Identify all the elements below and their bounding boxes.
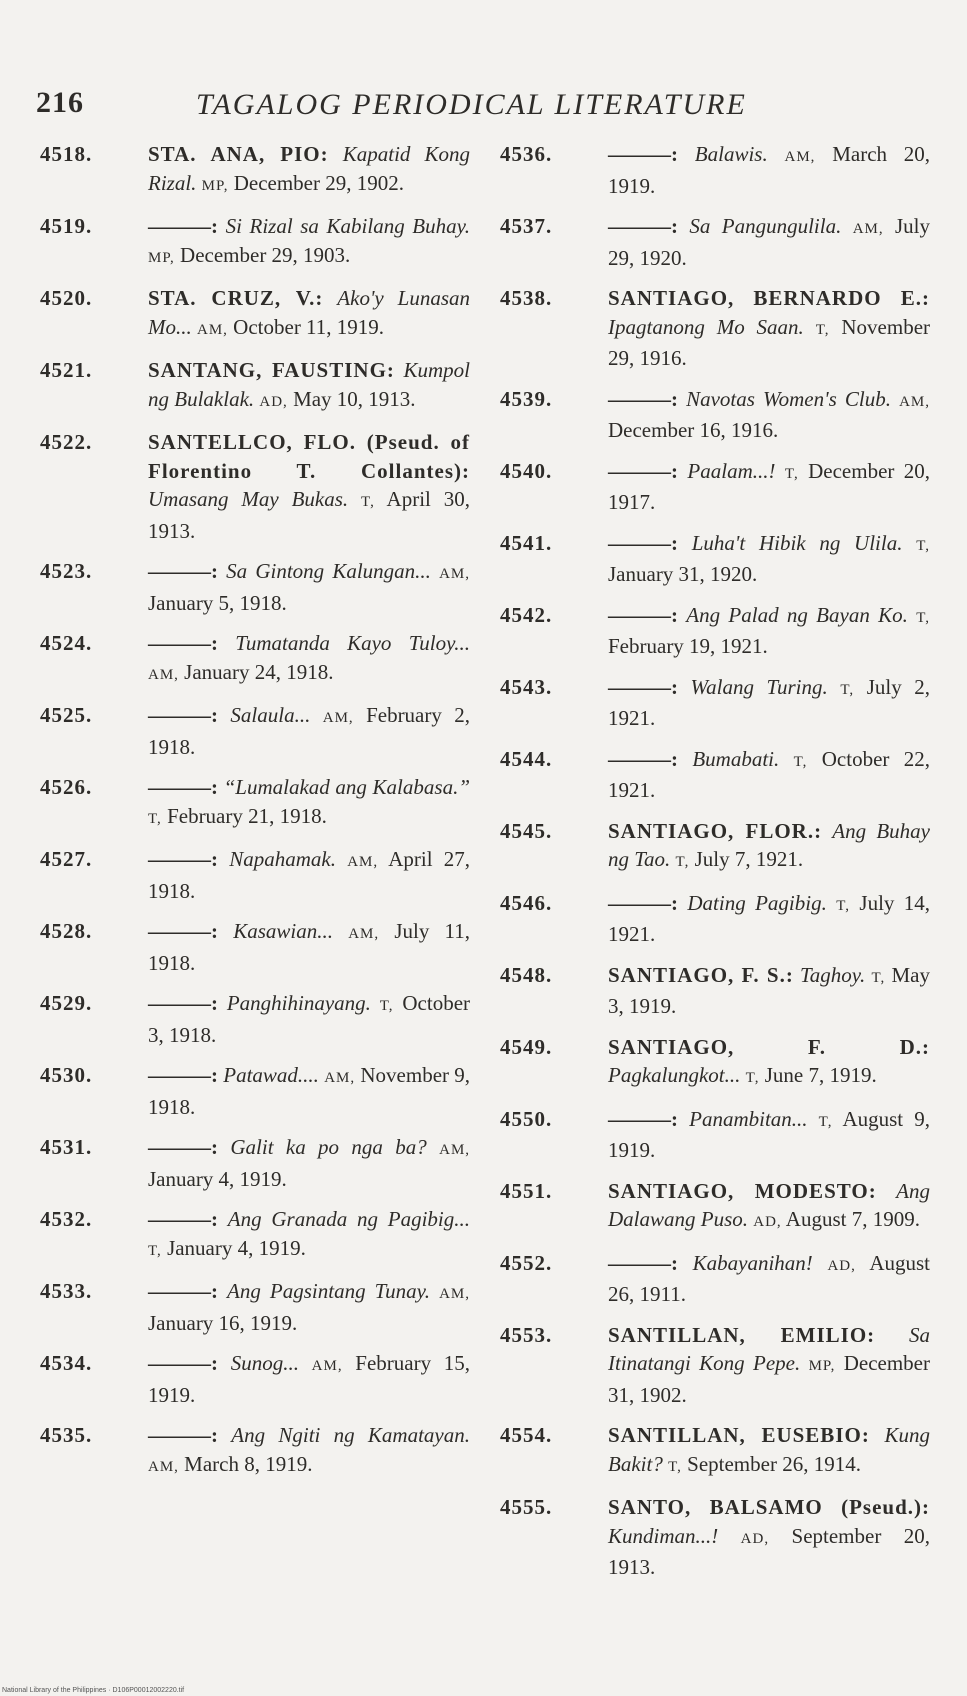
- entry-title: Napahamak.: [229, 847, 336, 871]
- entry-title: Ang Pagsintang Tunay.: [227, 1279, 431, 1303]
- entry-author: ———:: [608, 214, 678, 238]
- entry-date: June 7, 1919.: [764, 1063, 877, 1087]
- bibliography-entry: [500, 1321, 930, 1410]
- entry-title: Ang Buhay ng Tao.: [608, 818, 930, 871]
- entry-author: ———:: [608, 142, 678, 166]
- entry-author: ———:: [148, 1423, 218, 1447]
- entry-title: Dating Pagibig.: [687, 890, 827, 915]
- entry-date: February 21, 1918.: [167, 803, 327, 828]
- entry-title: Bumabati.: [692, 746, 780, 771]
- entry-source: AM,: [311, 1358, 343, 1374]
- entry-number: 4523.: [40, 559, 93, 583]
- entry-number: 4532.: [40, 1207, 93, 1231]
- entry-date: April 27, 1918.: [148, 847, 471, 903]
- bibliography-entry: [500, 817, 930, 877]
- entry-source: AM,: [784, 149, 816, 165]
- entry-title: Taghoy.: [800, 962, 866, 987]
- entry-title: Sunog...: [230, 1351, 299, 1375]
- entry-number: 4540.: [500, 458, 553, 483]
- entry-source: T,: [148, 810, 162, 827]
- entry-date: December 29, 1902.: [233, 170, 404, 195]
- entry-source: T,: [745, 1070, 760, 1086]
- entry-author: ———:: [148, 847, 218, 871]
- entry-title: Paalam...!: [687, 458, 776, 483]
- entry-author: ———:: [148, 775, 218, 799]
- entry-date: July 2, 1921.: [608, 674, 930, 730]
- entry-title: “Lumalakad ang Kalabasa.”: [223, 775, 470, 799]
- entry-author: SANTIAGO, BERNARDO E.:: [608, 286, 930, 310]
- entry-title: Pagkalungkot...: [608, 1063, 741, 1087]
- entry-title: Sa Itinatangi Kong Pepe.: [608, 1322, 931, 1375]
- entry-author: ———:: [148, 1351, 218, 1375]
- entry-date: August 9, 1919.: [608, 1106, 930, 1162]
- bibliography-entry: [40, 1421, 470, 1481]
- entry-author: ———:: [608, 1106, 678, 1131]
- entry-title: Salaula...: [230, 703, 311, 727]
- bibliography-entry: [500, 212, 930, 272]
- entry-number: 4538.: [500, 286, 553, 310]
- entry-number: 4539.: [500, 386, 553, 411]
- entry-author: ———:: [608, 674, 678, 699]
- entry-date: November 9, 1918.: [148, 1063, 471, 1119]
- entry-source: T,: [916, 537, 930, 554]
- bibliography-entry: [40, 701, 470, 761]
- entry-source: T,: [818, 1113, 833, 1130]
- entry-author: SANTIAGO, MODESTO:: [608, 1178, 877, 1203]
- entry-title: Kumpol ng Bulaklak.: [148, 358, 470, 411]
- entry-author: SANTO, BALSAMO (Pseud.):: [608, 1495, 930, 1519]
- bibliography-entry: [500, 1493, 930, 1582]
- entry-date: March 8, 1919.: [184, 1451, 313, 1476]
- right-column: [500, 140, 930, 1594]
- entry-source: T,: [916, 609, 930, 626]
- entry-author: ———:: [148, 703, 218, 727]
- entry-author: ———:: [148, 631, 218, 655]
- entry-author: ———:: [148, 1279, 218, 1303]
- entry-number: 4518.: [40, 142, 93, 166]
- entry-author: ———:: [608, 530, 678, 555]
- entry-number: 4525.: [40, 703, 93, 727]
- entry-title: Panambitan...: [689, 1106, 808, 1131]
- entry-author: ———:: [148, 1207, 218, 1231]
- entry-date: February 2, 1918.: [148, 703, 471, 759]
- entry-number: 4545.: [500, 818, 553, 843]
- entry-author: SANTANG, FAUSTING:: [148, 358, 395, 382]
- entry-source: AM,: [322, 710, 354, 726]
- entry-source: AD,: [827, 1257, 856, 1274]
- entry-date: April 30, 1913.: [148, 487, 470, 543]
- entry-date: October 22, 1921.: [608, 746, 930, 802]
- entry-title: Patawad....: [223, 1063, 319, 1087]
- bibliography-entry: [40, 845, 470, 905]
- entry-number: 4524.: [40, 631, 93, 655]
- entry-title: Galit ka po nga ba?: [230, 1135, 427, 1159]
- entry-title: Ang Palad ng Bayan Ko.: [686, 602, 908, 627]
- entry-source: T,: [784, 465, 799, 482]
- bibliography-entry: [40, 557, 470, 617]
- entry-source: T,: [148, 1242, 162, 1259]
- entry-date: February 19, 1921.: [608, 634, 768, 658]
- entry-author: SANTIAGO, F. S.:: [608, 962, 794, 987]
- entry-date: January 16, 1919.: [148, 1310, 298, 1335]
- bibliography-entry: [500, 961, 930, 1021]
- entry-author: ———:: [608, 386, 678, 411]
- bibliography-entry: [40, 1133, 470, 1193]
- entry-date: October 11, 1919.: [233, 314, 385, 339]
- entry-number: 4543.: [500, 674, 553, 699]
- bibliography-entry: [40, 428, 470, 545]
- entry-source: AD,: [740, 1530, 770, 1547]
- entry-date: December 31, 1902.: [608, 1351, 930, 1407]
- entry-title: Umasang May Bukas.: [148, 487, 349, 511]
- entry-source: T,: [668, 1458, 682, 1475]
- entry-title: Ang Granada ng Pagibig...: [227, 1207, 471, 1231]
- entry-source: T,: [840, 681, 855, 698]
- entry-number: 4535.: [40, 1423, 93, 1447]
- bibliography-entry: [500, 745, 930, 805]
- entry-title: Sa Pangungulila.: [689, 214, 842, 238]
- entry-source: MP,: [201, 177, 229, 194]
- entry-title: Kundiman...!: [608, 1523, 719, 1548]
- entry-title: Ipagtanong Mo Saan.: [608, 314, 804, 339]
- bibliography-entry: [500, 1249, 930, 1309]
- entry-number: 4554.: [500, 1423, 553, 1447]
- bibliography-entry: [40, 284, 470, 344]
- entry-number: 4553.: [500, 1322, 553, 1347]
- bibliography-entry: [500, 1105, 930, 1165]
- entry-author: SANTIAGO, F. D.:: [608, 1034, 930, 1059]
- entry-source: T,: [379, 998, 394, 1014]
- entry-source: T,: [793, 753, 808, 770]
- entry-title: Sa Gintong Kalungan...: [226, 559, 431, 583]
- entry-date: May 3, 1919.: [608, 962, 930, 1018]
- entry-author: ———:: [148, 559, 218, 583]
- entry-author: ———:: [608, 1250, 678, 1275]
- entry-title: Navotas Women's Club.: [686, 386, 891, 411]
- entry-author: SANTILLAN, EMILIO:: [608, 1322, 876, 1347]
- entry-author: ———:: [608, 746, 678, 771]
- entry-author: STA. CRUZ, V.:: [148, 286, 324, 310]
- entry-source: MP,: [148, 249, 175, 266]
- entry-date: December 20, 1917.: [608, 458, 931, 514]
- entry-number: 4550.: [500, 1106, 553, 1131]
- entry-author: ———:: [608, 458, 678, 483]
- entry-author: ———:: [148, 991, 218, 1015]
- entry-number: 4548.: [500, 962, 553, 987]
- entry-source: AM,: [347, 854, 379, 870]
- entry-source: AM,: [439, 1142, 471, 1158]
- bibliography-entry: [500, 457, 930, 517]
- bibliography-entry: [40, 773, 470, 833]
- entry-number: 4541.: [500, 530, 553, 555]
- bibliography-entry: [40, 629, 470, 689]
- entry-source: AD,: [259, 393, 288, 410]
- entry-author: ———:: [148, 919, 218, 943]
- entry-source: AM,: [197, 321, 228, 338]
- entry-source: AD,: [753, 1214, 782, 1230]
- entry-number: 4544.: [500, 746, 553, 771]
- entry-author: SANTIAGO, FLOR.:: [608, 818, 823, 843]
- entry-title: Walang Turing.: [690, 674, 828, 699]
- entry-source: AM,: [899, 393, 930, 410]
- entry-title: Balawis.: [694, 142, 768, 166]
- bibliography-entry: [500, 673, 930, 733]
- entry-source: MP,: [808, 1358, 836, 1374]
- entry-date: September 20, 1913.: [608, 1523, 930, 1579]
- entry-title: Luha't Hibik ng Ulila.: [691, 530, 903, 555]
- entry-date: July 7, 1921.: [694, 847, 804, 871]
- bibliography-entry: [500, 1033, 930, 1093]
- entry-date: January 24, 1918.: [184, 659, 334, 684]
- entry-title: Ang Ngiti ng Kamatayan.: [231, 1423, 471, 1447]
- bibliography-entry: [40, 212, 470, 272]
- scan-footer: National Library of the Philippines · D106P00012002220.tif: [2, 1687, 185, 1694]
- entry-date: February 15, 1919.: [148, 1351, 471, 1407]
- entry-number: 4522.: [40, 430, 93, 454]
- entry-date: December 29, 1903.: [180, 242, 351, 267]
- entry-author: SANTELLCO, FLO. (Pseud. of Florentino T. Collantes):: [148, 430, 470, 483]
- bibliography-entry: [40, 989, 470, 1049]
- entry-source: AM,: [148, 666, 179, 683]
- entry-source: AM,: [324, 1070, 356, 1086]
- bibliography-entry: [40, 356, 470, 416]
- bibliography-entry: [500, 1421, 930, 1481]
- entry-date: January 31, 1920.: [608, 562, 758, 586]
- page-number: 216: [36, 86, 84, 119]
- entry-title: Panghihinayang.: [226, 991, 371, 1015]
- bibliography-entry: [500, 889, 930, 949]
- entry-number: 4526.: [40, 775, 93, 799]
- entry-date: March 20, 1919.: [608, 142, 931, 198]
- entry-date: September 26, 1914.: [687, 1451, 861, 1476]
- entry-title: Ako'y Lunasan Mo...: [148, 286, 470, 339]
- entry-number: 4542.: [500, 602, 553, 627]
- entry-date: January 4, 1919.: [167, 1235, 306, 1260]
- entry-number: 4534.: [40, 1351, 93, 1375]
- bibliography-entry: [500, 1177, 930, 1237]
- entry-date: July 11, 1918.: [148, 919, 470, 975]
- bibliography-entry: [500, 601, 930, 661]
- entry-number: 4527.: [40, 847, 93, 871]
- entry-number: 4552.: [500, 1250, 553, 1275]
- entry-date: May 10, 1913.: [293, 386, 416, 411]
- entry-number: 4531.: [40, 1135, 93, 1159]
- entry-number: 4537.: [500, 214, 553, 238]
- entry-number: 4528.: [40, 919, 93, 943]
- bibliography-entry: [500, 140, 930, 200]
- entry-date: January 4, 1919.: [148, 1166, 287, 1191]
- entry-number: 4533.: [40, 1279, 93, 1303]
- entry-number: 4519.: [40, 214, 93, 238]
- entry-source: AM,: [439, 566, 471, 582]
- entry-title: Tumatanda Kayo Tuloy...: [235, 631, 470, 655]
- entry-number: 4520.: [40, 286, 93, 310]
- entry-date: January 5, 1918.: [148, 590, 287, 615]
- bibliography-entry: [40, 140, 470, 200]
- entry-number: 4521.: [40, 358, 93, 382]
- bibliography-entry: [40, 1061, 470, 1121]
- entry-source: T,: [815, 321, 830, 338]
- entry-title: Kabayanihan!: [692, 1250, 813, 1275]
- entry-source: T,: [871, 969, 886, 986]
- entry-number: 4536.: [500, 142, 553, 166]
- entry-author: ———:: [148, 1135, 218, 1159]
- entry-date: July 29, 1920.: [608, 214, 931, 270]
- bibliography-entry: [40, 1205, 470, 1265]
- entry-source: T,: [675, 854, 690, 870]
- entry-date: December 16, 1916.: [608, 418, 779, 442]
- entry-date: August 7, 1909.: [785, 1207, 920, 1231]
- left-column: [40, 140, 470, 1493]
- entry-source: AM,: [148, 1458, 179, 1475]
- entry-title: Kung Bakit?: [608, 1423, 931, 1476]
- entry-date: October 3, 1918.: [148, 991, 471, 1047]
- entry-number: 4551.: [500, 1178, 553, 1203]
- entry-source: AM,: [852, 221, 884, 237]
- entry-author: SANTILLAN, EUSEBIO:: [608, 1423, 870, 1447]
- entry-number: 4530.: [40, 1063, 93, 1087]
- entry-source: AM,: [348, 926, 380, 942]
- bibliography-entry: [40, 1349, 470, 1409]
- entry-author: ———:: [608, 890, 678, 915]
- bibliography-entry: [500, 529, 930, 589]
- entry-source: AM,: [439, 1286, 471, 1302]
- entry-number: 4549.: [500, 1034, 553, 1059]
- entry-number: 4546.: [500, 890, 553, 915]
- entry-date: July 14, 1921.: [608, 890, 931, 946]
- entry-number: 4529.: [40, 991, 93, 1015]
- entry-author: ———:: [148, 1063, 218, 1087]
- entry-title: Kasawian...: [233, 919, 333, 943]
- bibliography-entry: [40, 917, 470, 977]
- entry-source: T,: [836, 897, 851, 914]
- entry-source: T,: [361, 494, 375, 510]
- entry-author: ———:: [148, 214, 218, 238]
- entry-title: Ang Dalawang Puso.: [608, 1178, 930, 1231]
- bibliography-entry: [500, 284, 930, 373]
- entry-author: STA. ANA, PIO:: [148, 142, 329, 166]
- entry-author: ———:: [608, 602, 678, 627]
- bibliography-entry: [500, 385, 930, 445]
- running-title: TAGALOG PERIODICAL LITERATURE: [196, 88, 747, 121]
- bibliography-entry: [40, 1277, 470, 1337]
- entry-date: November 29, 1916.: [608, 314, 931, 370]
- entry-title: Si Rizal sa Kabilang Buhay.: [225, 214, 471, 238]
- entry-date: August 26, 1911.: [608, 1250, 931, 1306]
- entry-number: 4555.: [500, 1495, 553, 1519]
- entry-title: Kapatid Kong Rizal.: [148, 142, 471, 195]
